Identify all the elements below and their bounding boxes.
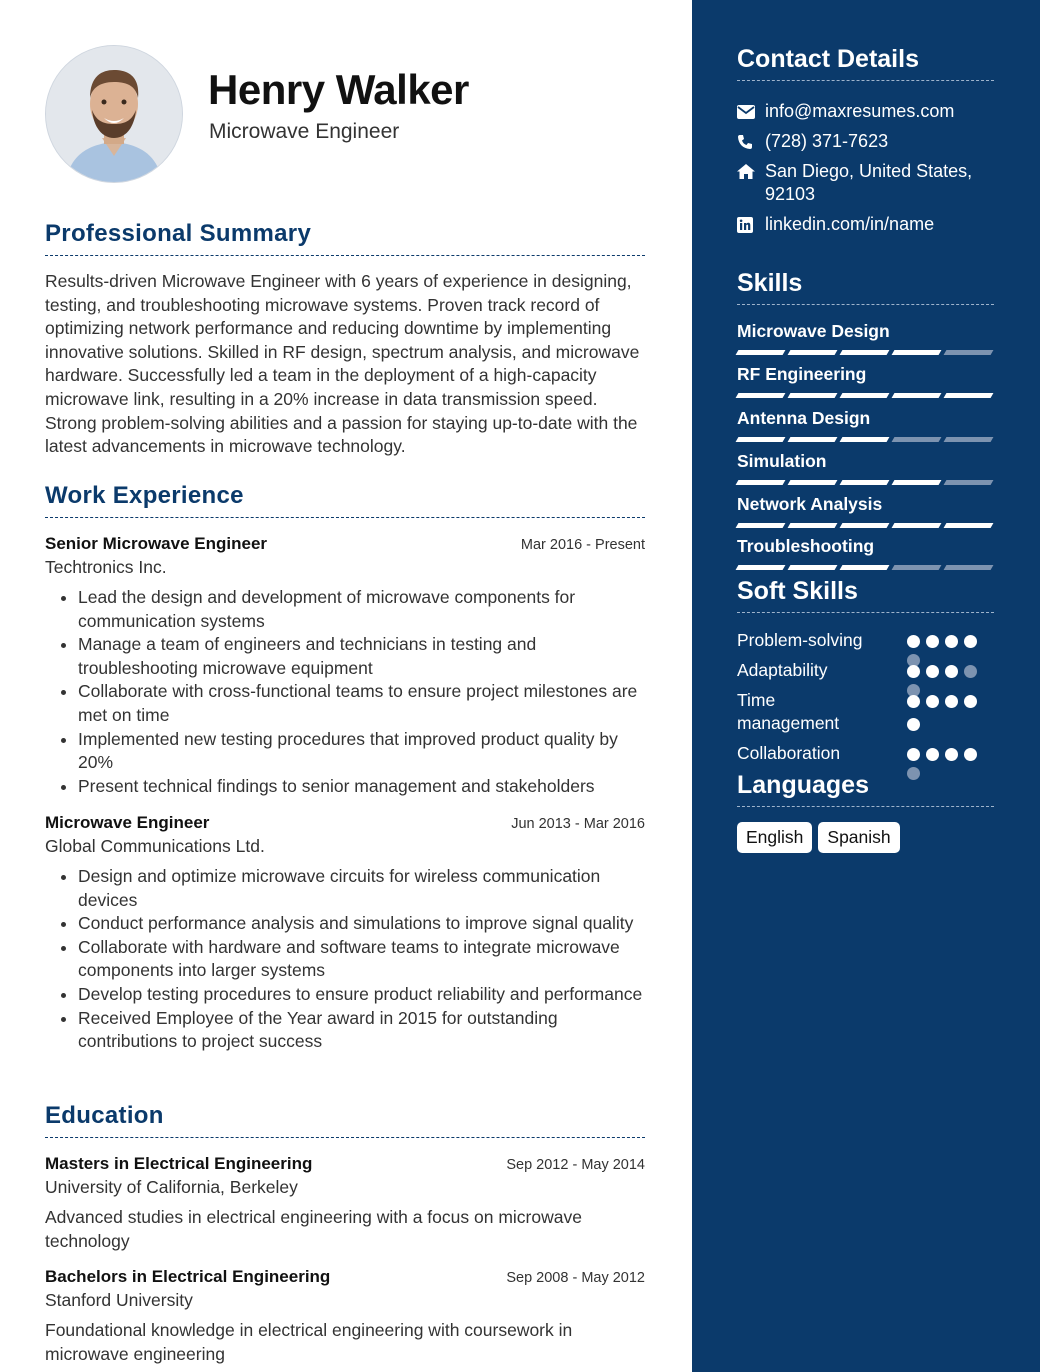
- phone-icon: [737, 130, 765, 153]
- education-dates: Sep 2012 - May 2014: [506, 1157, 645, 1173]
- soft-skill-level-dot: [907, 748, 920, 761]
- profile-photo: [45, 45, 183, 183]
- job-bullet: • Implemented new testing procedures that improved product quality by 20%: [78, 728, 645, 775]
- skill-item: [737, 364, 994, 398]
- skill-item: [737, 451, 994, 485]
- candidate-title: Microwave Engineer: [209, 120, 400, 143]
- portrait-image: [46, 46, 182, 182]
- skill-level-segment: [788, 350, 838, 355]
- skill-name: RF Engineering: [737, 364, 867, 384]
- soft-skill-level-dot: [907, 718, 920, 731]
- job-bullet: • Conduct performance analysis and simulations to improve signal quality: [78, 912, 645, 936]
- skill-level-segment: [840, 437, 890, 442]
- skill-level-segment: [892, 523, 942, 528]
- languages-heading: Languages: [737, 771, 994, 807]
- contact-address: [737, 160, 997, 206]
- language-tag: Spanish: [818, 822, 899, 853]
- job-bullets: [45, 865, 645, 1054]
- skill-level-segment: [892, 480, 942, 485]
- skill-level-bars: [737, 437, 994, 442]
- job-dates: Jun 2013 - Mar 2016: [511, 816, 645, 832]
- candidate-name: Henry Walker: [208, 66, 469, 113]
- soft-skill-level-dot: [926, 695, 939, 708]
- skill-level-segment: [840, 523, 890, 528]
- job-bullet: • Received Employee of the Year award in 2015 for outstanding contributions to project success: [78, 1007, 645, 1054]
- skill-level-bars: [737, 393, 994, 398]
- job-bullets: [45, 586, 645, 798]
- skill-level-bars: [737, 350, 994, 355]
- skill-level-segment: [788, 437, 838, 442]
- school-name: Stanford University: [45, 1290, 193, 1310]
- job-dates: Mar 2016 - Present: [520, 537, 645, 553]
- job-company: Global Communications Ltd.: [45, 836, 265, 856]
- soft-skill-level-dot: [964, 635, 977, 648]
- skill-item: [737, 536, 994, 570]
- skill-level-segment: [840, 350, 890, 355]
- email-text: info@maxresumes.com: [765, 101, 955, 121]
- soft-skill-level-dot: [964, 748, 977, 761]
- soft-skill-level-dot: [945, 665, 958, 678]
- language-tag: English: [737, 822, 812, 853]
- soft-skill-item: [737, 689, 997, 735]
- skill-name: Simulation: [737, 451, 827, 471]
- skill-name: Antenna Design: [737, 408, 871, 428]
- skill-level-segment: [840, 480, 890, 485]
- job-entry: [45, 813, 645, 1054]
- linkedin-icon: [737, 213, 765, 236]
- job-bullet: • Lead the design and development of microwave components for communication systems: [78, 586, 645, 633]
- soft-skill-level-dot: [926, 635, 939, 648]
- skill-level-bars: [737, 480, 994, 485]
- skill-name: Troubleshooting: [737, 536, 875, 556]
- skill-level-segment: [840, 393, 890, 398]
- skill-level-segment: [944, 350, 994, 355]
- skill-level-segment: [944, 565, 994, 570]
- skill-item: [737, 408, 994, 442]
- linkedin-text: linkedin.com/in/name: [765, 214, 935, 234]
- skill-level-segment: [736, 480, 786, 485]
- job-bullet: • Design and optimize microwave circuits for wireless communication devices: [78, 865, 645, 912]
- summary-text: Results-driven Microwave Engineer with 6 years of experience in designing, testing, and troubleshooting microwave systems. Proven track record of optimizing network performance and reducing downtime by implementing innovative solutions. Skilled in RF design, spectrum analysis, and microwave hardware. Successfully led a team in the deployment of a high-capacity microwave link, resulting in a 20% increase in data transmission speed. Strong problem-solving abilities and a passion for staying up-to-date with the latest advancements in microwave technology.: [45, 271, 640, 457]
- job-bullet: • Develop testing procedures to ensure product reliability and performance: [78, 983, 645, 1007]
- education-description: Foundational knowledge in electrical engineering with coursework in microwave engineering: [45, 1320, 573, 1364]
- education-entry: [45, 1267, 645, 1366]
- sidebar: [692, 0, 1040, 1372]
- skill-level-segment: [736, 350, 786, 355]
- degree-title: Bachelors in Electrical Engineering: [45, 1267, 331, 1286]
- soft-skill-level-dot: [945, 695, 958, 708]
- job-company: Techtronics Inc.: [45, 557, 167, 577]
- soft-skill-level-dot: [907, 635, 920, 648]
- skill-name: Microwave Design: [737, 321, 890, 341]
- skill-level-segment: [788, 565, 838, 570]
- soft-skill-level-dot: [964, 695, 977, 708]
- skill-item: [737, 494, 994, 528]
- skills-heading: Skills: [737, 269, 994, 305]
- school-name: University of California, Berkeley: [45, 1177, 298, 1197]
- skill-level-segment: [788, 523, 838, 528]
- soft-skill-level-dot: [945, 635, 958, 648]
- envelope-icon: [737, 100, 765, 123]
- skill-level-bars: [737, 523, 994, 528]
- skill-level-segment: [840, 565, 890, 570]
- language-tags: [737, 822, 900, 853]
- home-icon: [737, 160, 765, 183]
- soft-skill-level-dot: [945, 748, 958, 761]
- skill-level-segment: [944, 523, 994, 528]
- soft-skill-name: Problem-solving: [737, 630, 863, 650]
- contact-linkedin[interactable]: [737, 213, 997, 236]
- job-bullet: • Present technical findings to senior management and stakeholders: [78, 775, 645, 799]
- soft-skill-name: Adaptability: [737, 660, 828, 680]
- soft-skill-level-dot: [964, 665, 977, 678]
- education-description: Advanced studies in electrical engineering with a focus on microwave technology: [45, 1207, 582, 1251]
- education-heading: Education: [45, 1102, 645, 1138]
- soft-skill-name: Collaboration: [737, 743, 841, 763]
- degree-title: Masters in Electrical Engineering: [45, 1154, 313, 1173]
- skill-level-segment: [736, 523, 786, 528]
- job-bullet: • Collaborate with cross-functional teams to ensure project milestones are met on time: [78, 680, 645, 727]
- skill-level-segment: [892, 350, 942, 355]
- skill-level-bars: [737, 565, 994, 570]
- address-text: San Diego, United States, 92103: [765, 161, 973, 204]
- skill-level-segment: [892, 437, 942, 442]
- contact-email[interactable]: [737, 100, 997, 123]
- job-bullet: • Collaborate with hardware and software teams to integrate microwave components into larger systems: [78, 936, 645, 983]
- skill-name: Network Analysis: [737, 494, 883, 514]
- job-title: Senior Microwave Engineer: [45, 534, 268, 553]
- phone-text: (728) 371-7623: [765, 131, 889, 151]
- contact-list: [737, 100, 997, 243]
- soft-skill-level-dots: [907, 689, 987, 735]
- skill-level-segment: [944, 393, 994, 398]
- job-entry: [45, 534, 645, 798]
- job-bullet: • Manage a team of engineers and technicians in testing and troubleshooting microwave equipment: [78, 633, 645, 680]
- summary-heading: Professional Summary: [45, 220, 645, 256]
- experience-heading: Work Experience: [45, 482, 645, 518]
- education-entry: [45, 1154, 645, 1253]
- skill-level-segment: [944, 480, 994, 485]
- skill-level-segment: [736, 565, 786, 570]
- soft-skill-level-dot: [926, 665, 939, 678]
- soft-skill-level-dot: [907, 695, 920, 708]
- soft-skill-level-dot: [926, 748, 939, 761]
- skill-level-segment: [788, 393, 838, 398]
- skill-level-segment: [892, 565, 942, 570]
- skill-level-segment: [944, 437, 994, 442]
- soft-skills-heading: Soft Skills: [737, 577, 994, 613]
- contact-phone[interactable]: [737, 130, 997, 153]
- job-title: Microwave Engineer: [45, 813, 210, 832]
- skill-level-segment: [736, 393, 786, 398]
- skill-level-segment: [736, 437, 786, 442]
- skill-level-segment: [788, 480, 838, 485]
- skill-item: [737, 321, 994, 355]
- contact-heading: Contact Details: [737, 45, 994, 81]
- soft-skill-name: Time management: [737, 690, 840, 733]
- skill-level-segment: [892, 393, 942, 398]
- soft-skill-level-dot: [907, 665, 920, 678]
- education-dates: Sep 2008 - May 2012: [506, 1270, 645, 1286]
